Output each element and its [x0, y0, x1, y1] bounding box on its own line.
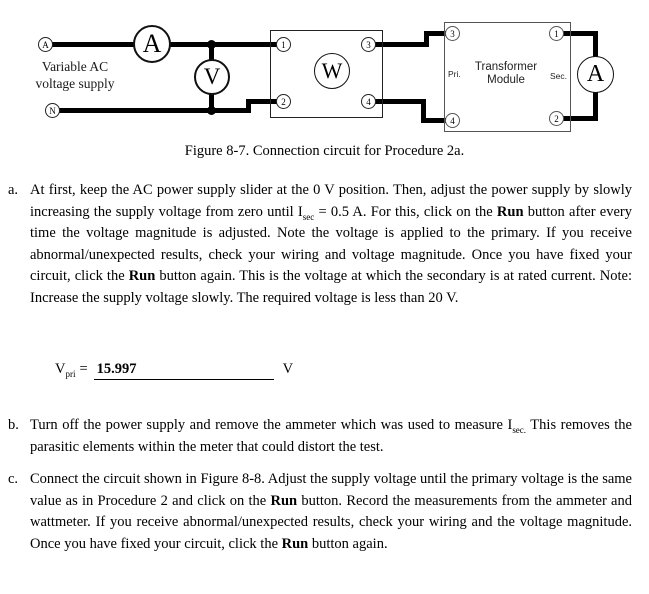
procedure-item-c [8, 469, 632, 555]
vpri-answer-line [55, 359, 293, 380]
primary-ammeter-meter [133, 25, 171, 63]
transformer-terminal-3: 3 [445, 26, 460, 41]
item-a-marker: a. [8, 182, 19, 198]
wattmeter-terminal-4: 4 [361, 94, 376, 109]
secondary-ammeter-meter [577, 56, 614, 93]
wattmeter-terminal-2: 2 [276, 94, 291, 109]
vpri-subscript: pri [65, 368, 76, 379]
wire-source-bottom [53, 108, 251, 113]
vpri-symbol: V [55, 361, 66, 377]
vpri-answer-field: 15.997 [94, 359, 274, 380]
transformer-sec-label: Sec. [550, 71, 568, 81]
wattmeter-terminal-3: 3 [361, 37, 376, 52]
transformer-name-line1: Transformer [474, 61, 538, 73]
item-b-text: Turn off the power supply and remove the ammeter which was used to measure $I_{sec.}$ This removes the parasitic elements within the meter that could distort the test. [30, 417, 632, 455]
figure-caption: Figure 8-7. Connection circuit for Procedure 2a. [184, 143, 465, 159]
transformer-terminal-1: 1 [549, 26, 564, 41]
transformer-terminal-2: 2 [549, 111, 564, 126]
junction-dot-bottom [207, 106, 216, 115]
transformer-name [462, 61, 550, 87]
wattmeter-terminal-1: 1 [276, 37, 291, 52]
vpri-equals: = [79, 361, 88, 377]
item-a-text: At first, keep the AC power supply slider at the 0 V position. Then, adjust the power supply by slowly increasing the supply voltage from zero until $I_{sec} = 0.5$ A. For this, click on the Run button after every time the voltage magnitude is adjusted. Note the voltage is applied to the primary. If you receive abnormal/unexpected results, check your wiring and voltage magnitude. Once you have fixed your circuit, click the Run button again. This is the voltage at which the secondary is at rated current. Note: Increase the supply voltage slowly. The required voltage is less than 20 V. [30, 182, 632, 306]
primary-ammeter-label: A [142, 29, 162, 58]
source-label-line2: voltage supply [35, 76, 115, 91]
transformer-pri-label: Pri. [448, 69, 461, 79]
item-c-text: Connect the circuit shown in Figure 8-8. Adjust the supply voltage until the primary voltage is the same value as in Procedure 2 and click on the Run button. Record the measurements from the ammeter and wattmeter. If you receive abnormal/unexpected results, check your wiring and the voltage magnitude. Once you have fixed your circuit, click the Run button again. [30, 471, 632, 552]
junction-dot-top [207, 40, 216, 49]
procedure-item-a [8, 180, 632, 309]
procedure-item-b [8, 415, 632, 458]
source-terminal-n: N [45, 103, 60, 118]
item-b-marker: b. [8, 417, 19, 433]
vpri-unit: V [282, 361, 294, 377]
transformer-name-line2: Module [487, 74, 525, 86]
item-c-marker: c. [8, 471, 19, 487]
transformer-terminal-4: 4 [445, 113, 460, 128]
wattmeter-dial [314, 53, 350, 89]
wattmeter-label: W [321, 58, 343, 83]
secondary-ammeter-label: A [586, 61, 605, 87]
source-label-line1: Variable AC [41, 59, 109, 74]
source-label [14, 58, 136, 92]
voltmeter-label: V [203, 64, 221, 89]
source-terminal-a: A [38, 37, 53, 52]
voltmeter-meter [194, 59, 230, 95]
